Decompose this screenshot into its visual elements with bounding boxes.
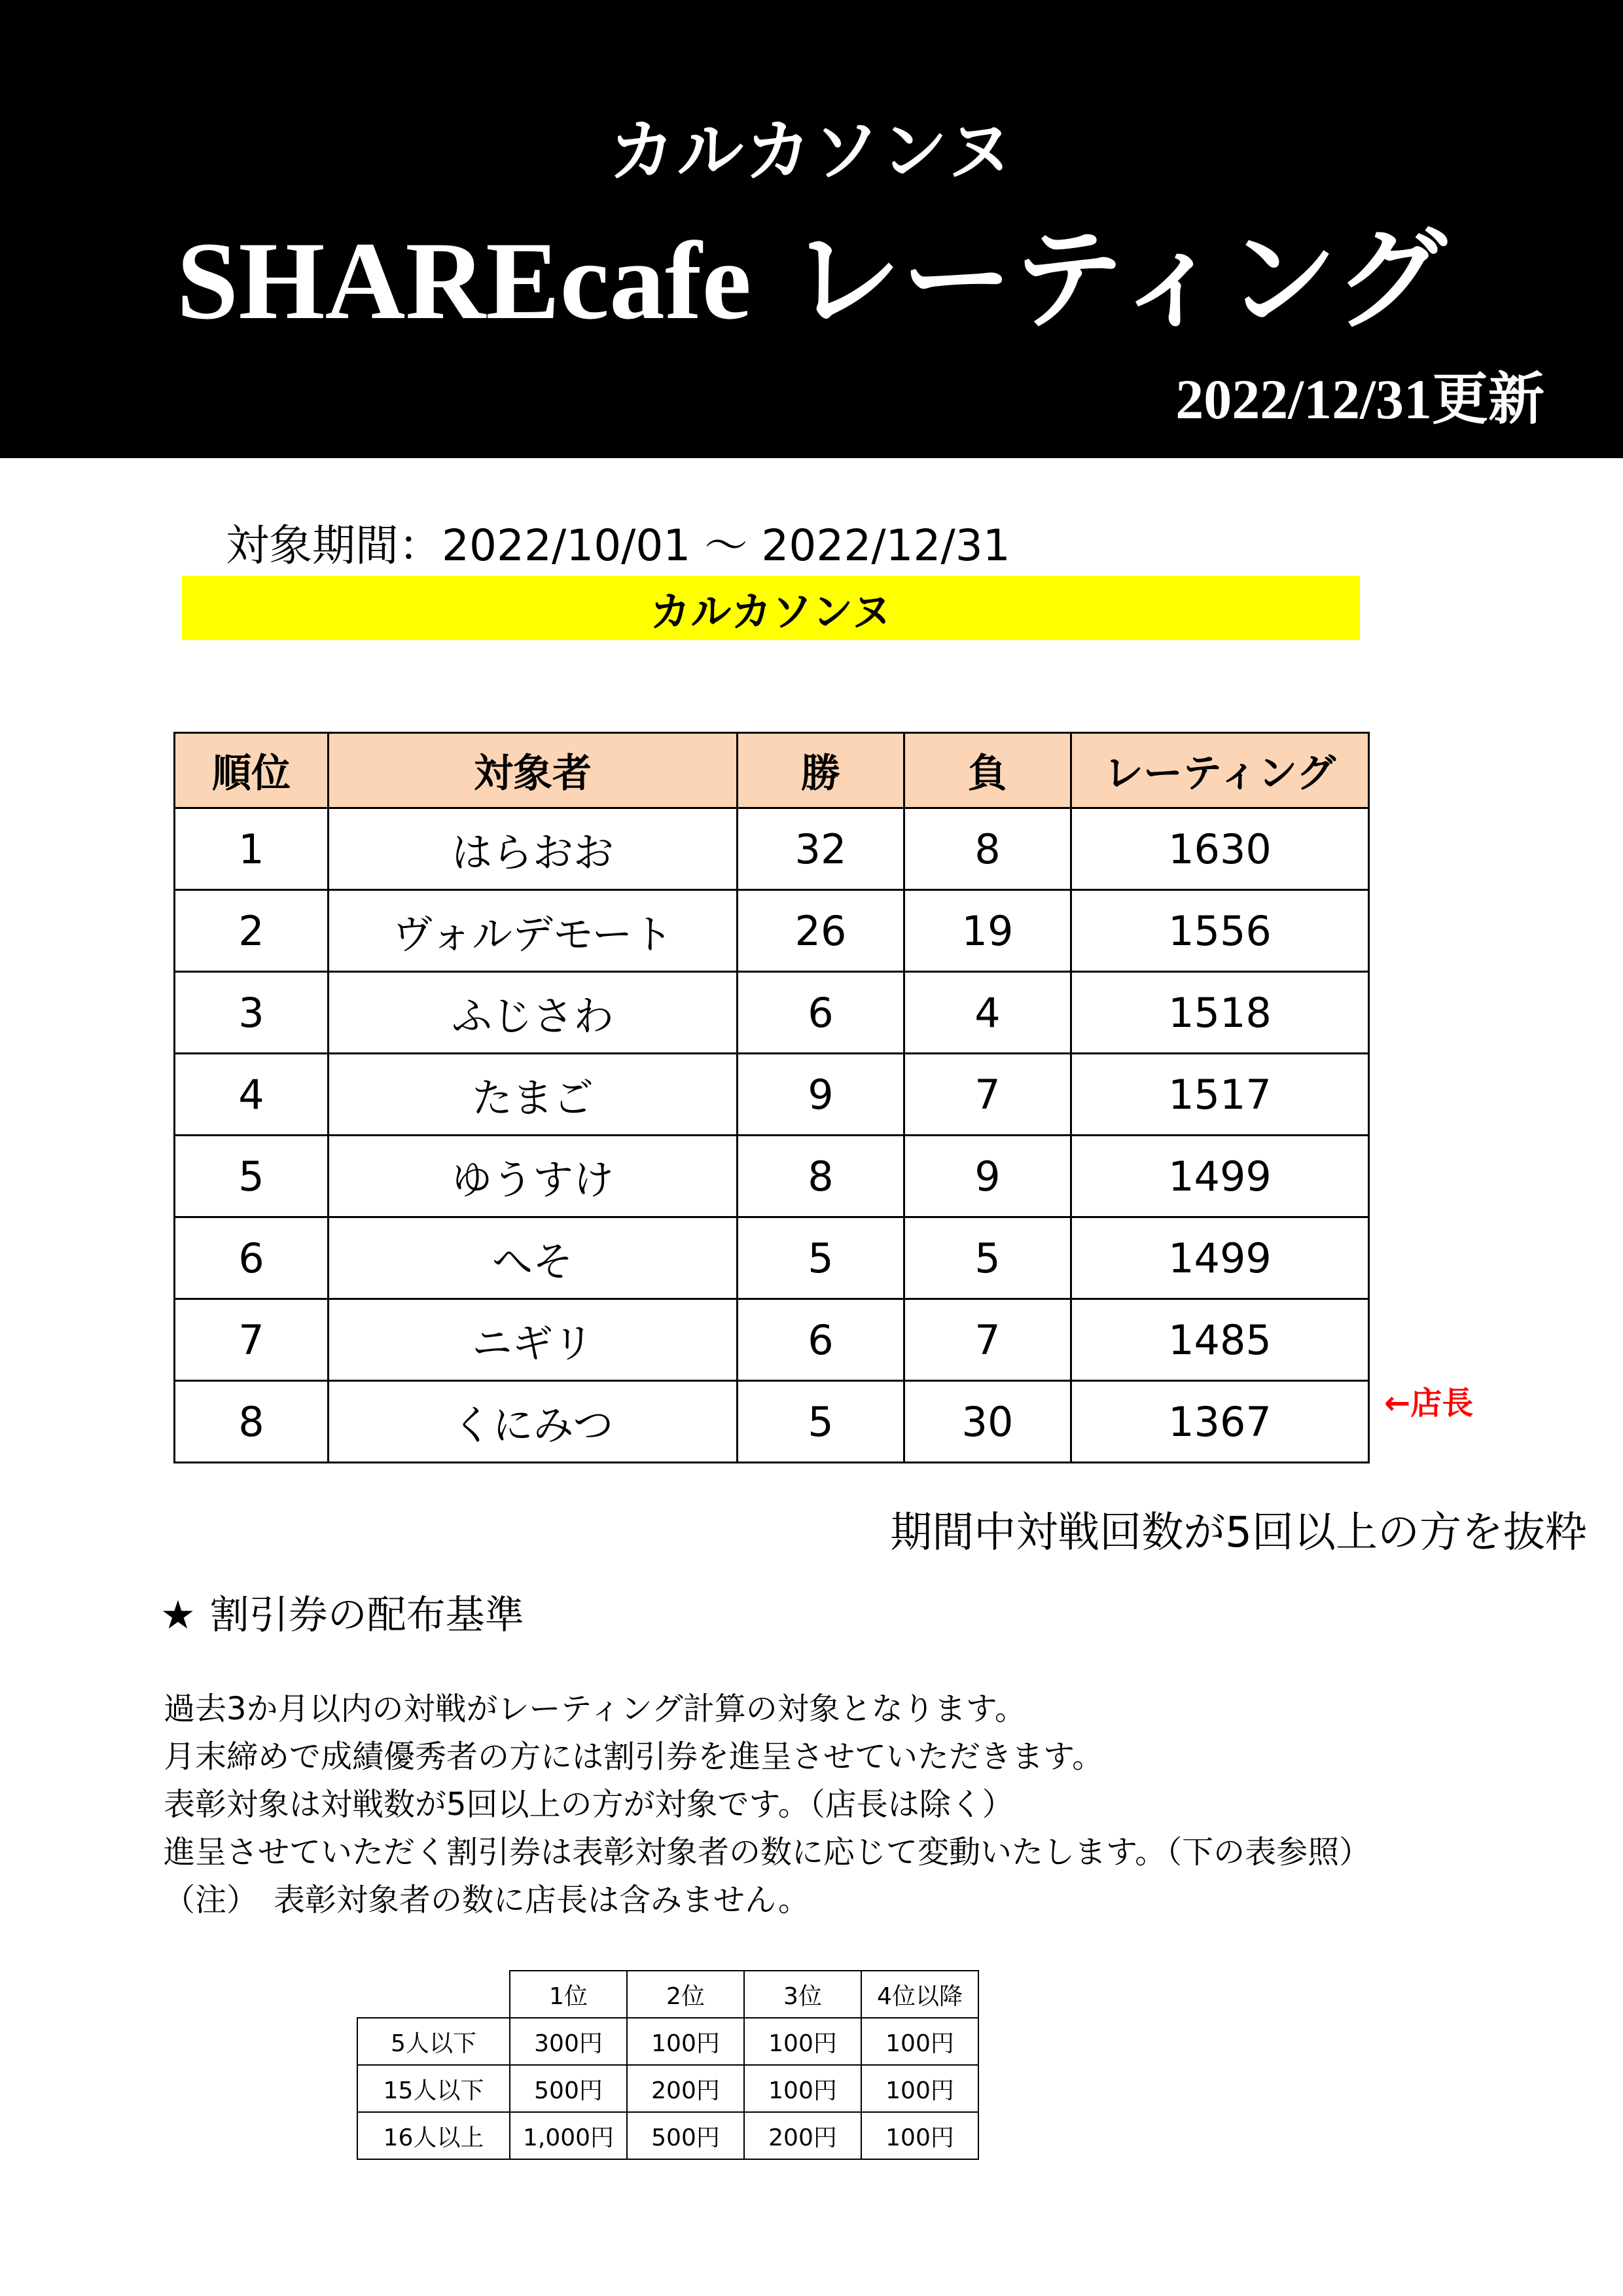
cell-wins: 8 <box>738 1136 904 1217</box>
star-icon: ★ <box>160 1592 196 1638</box>
ranking-table <box>173 732 1370 1463</box>
cell-wins: 9 <box>738 1054 904 1136</box>
cell-player: たまご <box>329 1054 738 1136</box>
coupon-cell-4th: 100円 <box>861 2065 978 2112</box>
header-losses: 負 <box>904 733 1071 808</box>
game-title-bar <box>182 576 1360 640</box>
header-player: 対象者 <box>329 733 738 808</box>
cell-rank: 3 <box>175 972 329 1054</box>
criteria-heading <box>160 1584 524 1640</box>
criteria-body <box>164 1685 1370 1924</box>
cell-rank: 8 <box>175 1381 329 1463</box>
coupon-row-label: 5人以下 <box>357 2018 510 2065</box>
table-header-row <box>175 733 1369 808</box>
cell-losses: 9 <box>904 1136 1071 1217</box>
coupon-header-blank <box>357 1971 510 2018</box>
excerpt-note: 期間中対戦回数が5回以上の方を抜粋 <box>890 1509 1587 1557</box>
header-main-title <box>0 190 1623 350</box>
table-row <box>175 1299 1369 1381</box>
cell-losses: 30 <box>904 1381 1071 1463</box>
coupon-header-3rd: 3位 <box>744 1971 861 2018</box>
criteria-line: （注） 表彰対象者の数に店長は含みません。 <box>164 1881 810 1918</box>
table-row <box>175 972 1369 1054</box>
cell-wins: 26 <box>738 890 904 972</box>
table-row <box>175 1136 1369 1217</box>
game-title-label: カルカソンヌ <box>650 587 892 636</box>
coupon-cell-3rd: 100円 <box>744 2018 861 2065</box>
table-row <box>175 1217 1369 1299</box>
cell-player: へそ <box>329 1217 738 1299</box>
cell-rank: 6 <box>175 1217 329 1299</box>
cell-rank: 5 <box>175 1136 329 1217</box>
cell-player: ニギリ <box>329 1299 738 1381</box>
cell-wins: 6 <box>738 1299 904 1381</box>
cell-rating: 1517 <box>1071 1054 1369 1136</box>
coupon-header-1st: 1位 <box>510 1971 627 2018</box>
owner-annotation: ←店長 <box>1384 1385 1474 1422</box>
table-row <box>175 1054 1369 1136</box>
coupon-row-label: 15人以下 <box>357 2065 510 2112</box>
header-rating: レーティング <box>1071 733 1369 808</box>
cell-rating: 1499 <box>1071 1136 1369 1217</box>
table-row <box>175 890 1369 972</box>
table-row <box>175 808 1369 890</box>
cell-rank: 1 <box>175 808 329 890</box>
criteria-line: 月末締めで成績優秀者の方には割引券を進呈させていただきます。 <box>164 1738 1104 1775</box>
cell-wins: 5 <box>738 1217 904 1299</box>
cell-losses: 7 <box>904 1299 1071 1381</box>
header-banner <box>0 0 1623 458</box>
criteria-line: 過去3か月以内の対戦がレーティング計算の対象となります。 <box>164 1691 1026 1727</box>
cell-rating: 1367 <box>1071 1381 1369 1463</box>
coupon-header-2nd: 2位 <box>627 1971 744 2018</box>
coupon-cell-2nd: 100円 <box>627 2018 744 2065</box>
cell-rating: 1485 <box>1071 1299 1369 1381</box>
coupon-header-4th: 4位以降 <box>861 1971 978 2018</box>
cell-losses: 19 <box>904 890 1071 972</box>
criteria-line: 進呈させていただく割引券は表彰対象者の数に応じて変動いたします。（下の表参照） <box>164 1833 1371 1871</box>
cell-player: くにみつ <box>329 1381 738 1463</box>
header-game-title: カルカソンヌ <box>609 113 1014 190</box>
cell-player: ゆうすけ <box>329 1136 738 1217</box>
update-date-value: 2022/12/31 <box>1175 368 1432 431</box>
target-period: 対象期間：2022/10/01 ～ 2022/12/31 <box>226 520 1010 571</box>
cell-player: ヴォルデモート <box>329 890 738 972</box>
header-title-en: SHAREcafe <box>176 219 752 342</box>
coupon-cell-1st: 300円 <box>510 2018 627 2065</box>
coupon-cell-3rd: 200円 <box>744 2112 861 2159</box>
coupon-cell-2nd: 500円 <box>627 2112 744 2159</box>
coupon-cell-4th: 100円 <box>861 2018 978 2065</box>
coupon-cell-4th: 100円 <box>861 2112 978 2159</box>
cell-rating: 1499 <box>1071 1217 1369 1299</box>
coupon-cell-1st: 1,000円 <box>510 2112 627 2159</box>
cell-player: ふじさわ <box>329 972 738 1054</box>
coupon-cell-1st: 500円 <box>510 2065 627 2112</box>
coupon-cell-3rd: 100円 <box>744 2065 861 2112</box>
cell-rank: 7 <box>175 1299 329 1381</box>
coupon-row <box>357 2112 978 2159</box>
update-date-suffix: 更新 <box>1432 367 1544 432</box>
criteria-line: 表彰対象は対戦数が5回以上の方が対象です。（店長は除く） <box>164 1785 1014 1823</box>
cell-wins: 6 <box>738 972 904 1054</box>
criteria-heading-label: 割引券の配布基準 <box>209 1592 524 1638</box>
cell-losses: 4 <box>904 972 1071 1054</box>
coupon-row-label: 16人以上 <box>357 2112 510 2159</box>
cell-rating: 1518 <box>1071 972 1369 1054</box>
cell-player: はらおお <box>329 808 738 890</box>
header-wins: 勝 <box>738 733 904 808</box>
header-update-date <box>1175 353 1544 435</box>
cell-wins: 32 <box>738 808 904 890</box>
cell-rating: 1630 <box>1071 808 1369 890</box>
header-rank: 順位 <box>175 733 329 808</box>
cell-losses: 7 <box>904 1054 1071 1136</box>
table-row <box>175 1381 1369 1463</box>
cell-rank: 2 <box>175 890 329 972</box>
coupon-row <box>357 2065 978 2112</box>
coupon-table <box>357 1970 979 2160</box>
coupon-row <box>357 2018 978 2065</box>
cell-losses: 5 <box>904 1217 1071 1299</box>
coupon-header-row <box>357 1971 978 2018</box>
header-title-jp: レーティング <box>751 215 1447 345</box>
coupon-cell-2nd: 200円 <box>627 2065 744 2112</box>
cell-rank: 4 <box>175 1054 329 1136</box>
cell-rating: 1556 <box>1071 890 1369 972</box>
cell-losses: 8 <box>904 808 1071 890</box>
cell-wins: 5 <box>738 1381 904 1463</box>
